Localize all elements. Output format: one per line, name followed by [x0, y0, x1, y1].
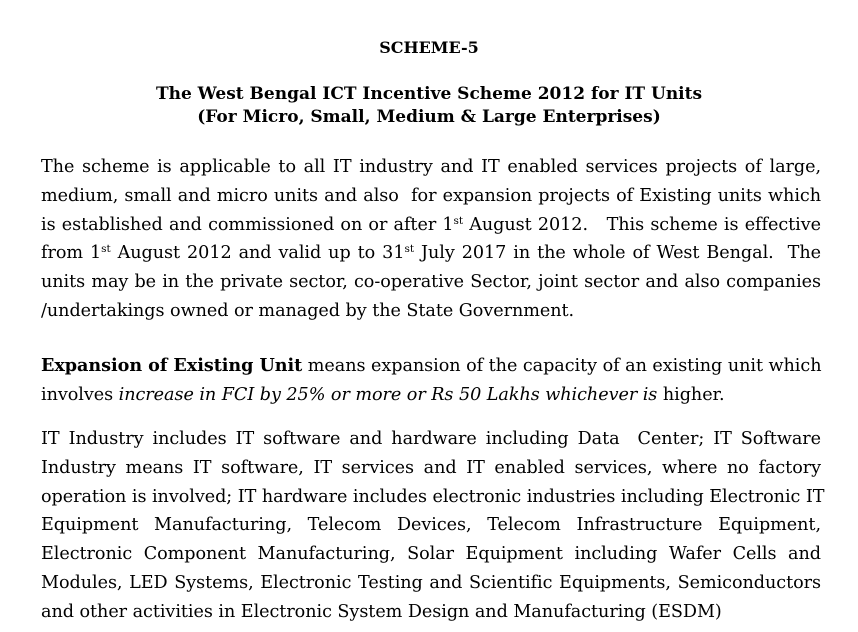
paragraph-line: IT Industry includes IT software and hardware including Data Center; IT Software	[41, 429, 821, 449]
line-text: from 1	[41, 243, 102, 264]
document-title	[0, 83, 858, 129]
line-text: involves	[41, 384, 119, 405]
paragraph-line: The scheme is applicable to all IT industry and IT enabled services projects of large,	[41, 157, 821, 177]
ordinal-suffix: st	[453, 214, 464, 227]
paragraph-line: Modules, LED Systems, Electronic Testing and Scientific Equipments, Semiconductors	[41, 572, 821, 593]
paragraph-line: medium, small and micro units and also for expansion projects of Existing units which	[41, 185, 821, 206]
paragraph-line: Industry means IT software, IT services and IT enabled services, where no factory	[41, 457, 821, 478]
paragraph-line	[41, 352, 821, 381]
ordinal-suffix: st	[101, 243, 111, 256]
paragraph-line	[41, 239, 821, 268]
italic-condition: increase in FCI by 25% or more or Rs 50 Lakhs whichever is	[118, 384, 658, 405]
ordinal-suffix: st	[404, 243, 414, 256]
paragraph-line	[41, 381, 821, 410]
paragraph-line: units may be in the private sector, co-operative Sector, joint sector and also companies	[41, 272, 821, 293]
line-text: August 2012. This scheme is effective	[463, 214, 821, 235]
scheme-applicability-paragraph	[41, 153, 821, 326]
paragraph-line: operation is involved; IT hardware includes electronic industries including Electronic IT	[41, 486, 825, 507]
it-industry-definition-paragraph	[41, 425, 825, 627]
line-text: July 2017 in the whole of West Bengal. The	[414, 243, 821, 264]
paragraph-line	[41, 211, 821, 240]
expansion-definition-paragraph	[41, 352, 821, 410]
paragraph-line: and other activities in Electronic System Design and Manufacturing (ESDM)	[41, 601, 722, 622]
paragraph-line: /undertakings owned or managed by the State Government.	[41, 300, 575, 321]
line-text: August 2012 and valid up to 31	[110, 243, 405, 264]
title-line-2: (For Micro, Small, Medium & Large Enterprises)	[197, 107, 661, 127]
paragraph-line: Equipment Manufacturing, Telecom Devices, Telecom Infrastructure Equipment,	[41, 515, 821, 536]
scheme-label: SCHEME-5	[379, 38, 479, 57]
line-text: is established and commissioned on or after 1	[41, 214, 454, 235]
title-line-1: The West Bengal ICT Incentive Scheme 2012 for IT Units	[155, 84, 703, 104]
line-text: higher.	[657, 384, 725, 405]
paragraph-line: Electronic Component Manufacturing, Solar Equipment including Wafer Cells and	[41, 544, 821, 565]
defined-term: Expansion of Existing Unit	[41, 355, 303, 376]
line-text: means expansion of the capacity of an existing unit which	[302, 356, 822, 376]
